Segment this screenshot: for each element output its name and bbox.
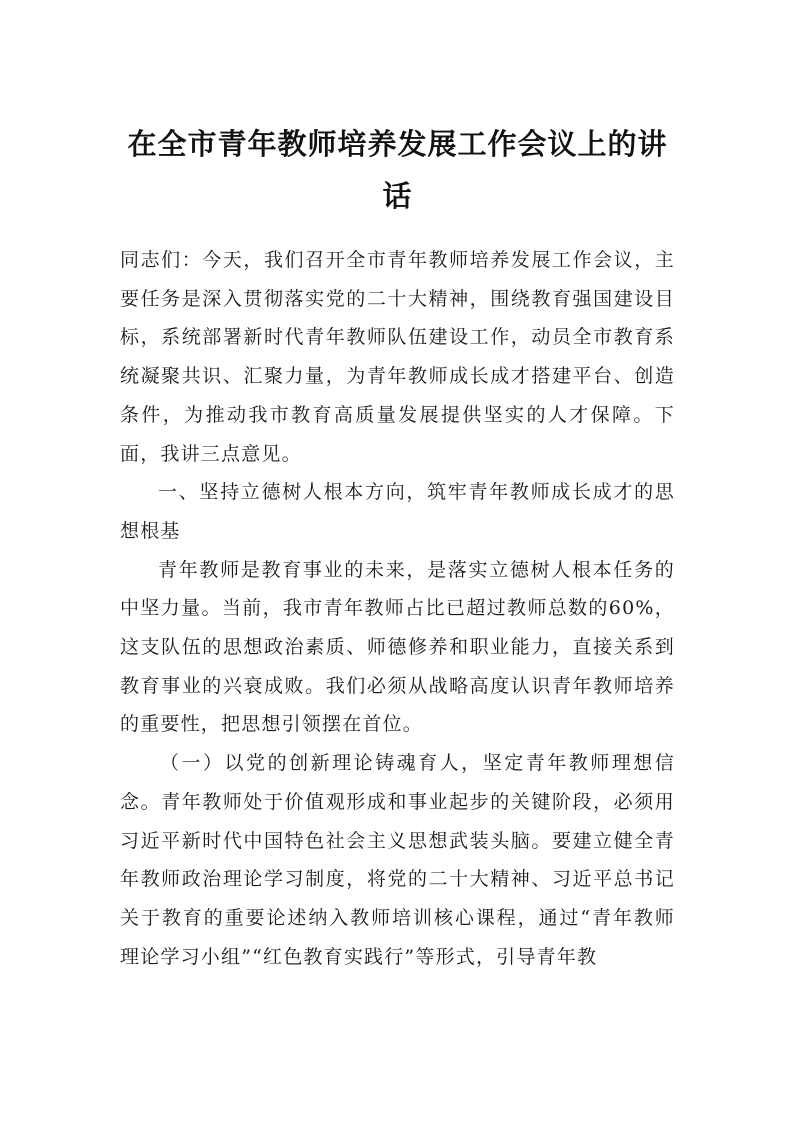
subsection-paragraph-1: （一）以党的创新理论铸魂育人，坚定青年教师理想信念。青年教师处于价值观形成和事业起步的关键阶段，必须用习近平新时代中国特色社会主义思想武装头脑。要建立健全青年教师政治理论学习制度，将党的二十大精神、习近平总书记关于教育的重要论述纳入教师培训核心课程，通过“青年教师理论学习小组”“红色教育实践行”等形式，引导青年教 (120, 752, 675, 968)
document-body (120, 241, 675, 976)
document-title: 在全市青年教师培养发展工作会议上的讲话 (127, 127, 668, 213)
opening-paragraph: 同志们：今天，我们召开全市青年教师培养发展工作会议，主要任务是深入贯彻落实党的二十大精神，围绕教育强国建设目标，系统部署新时代青年教师队伍建设工作，动员全市教育系统凝聚共识、汇聚力量，为青年教师成长成才搭建平台、创造条件，为推动我市教育高质量发展提供坚实的人才保障。下面，我讲三点意见。 (120, 249, 675, 465)
section-heading-1: 一、坚持立德树人根本方向，筑牢青年教师成长成才的思想根基 (120, 481, 675, 542)
body-paragraph: 青年教师是教育事业的未来，是落实立德树人根本任务的中坚力量。当前，我市青年教师占比已超过教师总数的60%，这支队伍的思想政治素质、师德修养和职业能力，直接关系到教育事业的兴衰成败。我们必须从战略高度认识青年教师培养的重要性，把思想引领摆在首位。 (120, 558, 675, 736)
